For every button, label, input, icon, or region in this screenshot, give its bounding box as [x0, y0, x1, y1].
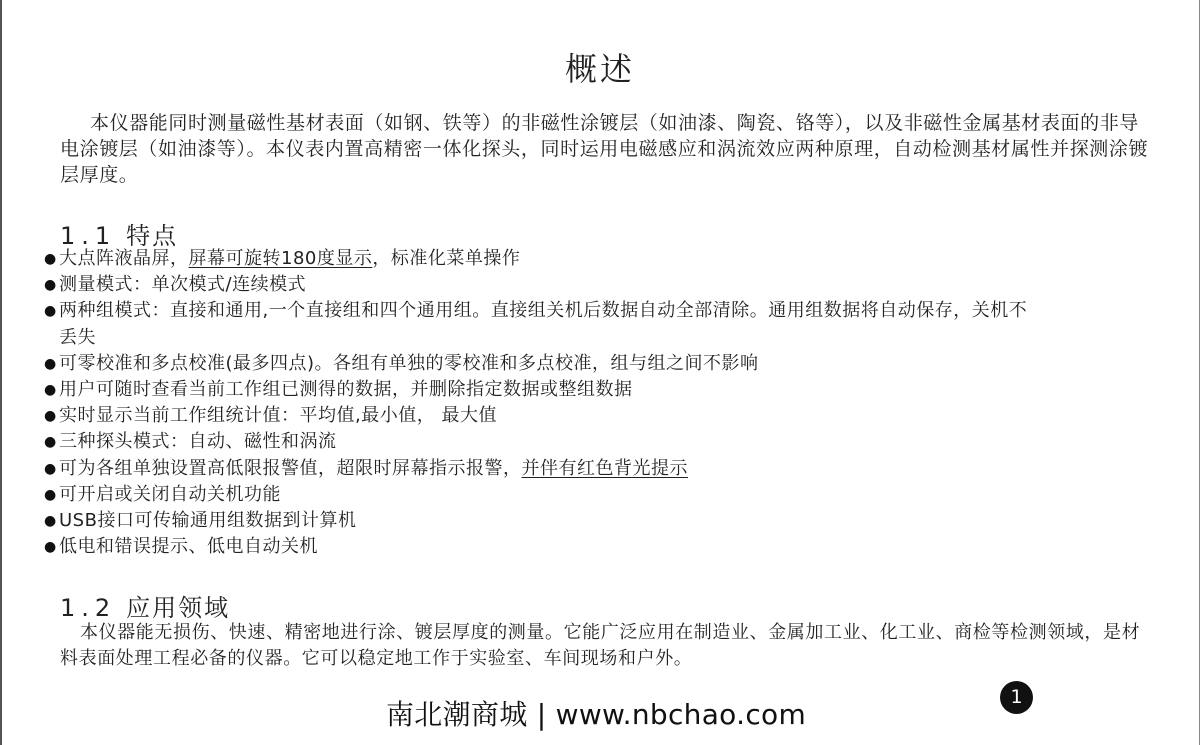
feature-text-underlined: 并伴有红色背光提示	[521, 457, 688, 479]
bullet-icon: ●	[44, 486, 57, 503]
feature-text: 三种探头模式：自动、磁性和涡流	[59, 431, 337, 453]
section-heading-applications	[60, 588, 230, 623]
feature-text-underlined: 屏幕可旋转180度显示	[188, 248, 373, 269]
intro-paragraph	[60, 110, 1150, 188]
feature-item	[44, 429, 1044, 455]
feature-text: 两种组模式：直接和通用,一个直接组和四个通用组。直接组关机后数据自动全部清除。通用组数据将自动保存，关机不丢失	[59, 300, 1028, 348]
feature-item	[44, 482, 1044, 508]
feature-text: 可为各组单独设置高低限报警值，超限时屏幕指示报警，	[59, 457, 522, 479]
feature-text: 大点阵液晶屏，	[59, 248, 189, 269]
feature-item	[44, 456, 1044, 482]
section-number: 1.2	[60, 594, 117, 622]
feature-text: 可开启或关闭自动关机功能	[59, 483, 281, 505]
page-number-badge: 1	[1000, 681, 1033, 714]
section-title: 特点	[126, 222, 179, 250]
features-list	[44, 246, 1044, 560]
applications-paragraph	[60, 620, 1150, 672]
feature-item	[44, 534, 1044, 560]
page-left-border	[0, 0, 2, 745]
section-title: 应用领域	[126, 594, 231, 622]
bullet-icon: ●	[44, 408, 57, 425]
bullet-icon: ●	[44, 434, 57, 451]
feature-item	[44, 298, 1044, 350]
bullet-icon: ●	[44, 277, 57, 294]
feature-item	[44, 508, 1044, 534]
feature-item	[44, 351, 1044, 377]
feature-text: 低电和错误提示、低电自动关机	[59, 536, 318, 558]
feature-text: 可零校准和多点校准(最多四点)。各组有单独的零校准和多点校准，组与组之间不影响	[59, 352, 759, 374]
bullet-icon: ●	[44, 355, 57, 372]
feature-text-suffix: ，标准化菜单操作	[372, 248, 521, 269]
feature-text: USB接口可传输通用组数据到计算机	[59, 510, 357, 532]
feature-text: 用户可随时查看当前工作组已测得的数据，并删除指定数据或整组数据	[59, 379, 633, 401]
feature-item	[44, 272, 1044, 298]
bullet-icon: ●	[44, 460, 57, 477]
page-title: 概述	[564, 50, 635, 88]
bullet-icon: ●	[44, 251, 57, 267]
applications-text: 本仪器能无损伤、快速、精密地进行涂、镀层厚度的测量。它能广泛应用在制造业、金属加工业、化工业、商检等检测领域，是材料表面处理工程必备的仪器。它可以稳定地工作于实验室、车间现场和户外。	[60, 622, 1141, 669]
feature-item	[44, 377, 1044, 403]
bullet-icon: ●	[44, 539, 57, 556]
footer-site-label: 南北潮商城 | www.nbchao.com	[386, 698, 807, 731]
bullet-icon: ●	[44, 513, 57, 530]
bullet-icon: ●	[44, 303, 57, 320]
bullet-icon: ●	[44, 382, 57, 399]
feature-text: 测量模式：单次模式/连续模式	[59, 274, 307, 296]
section-number: 1.1	[60, 222, 117, 250]
feature-item	[44, 403, 1044, 429]
intro-text: 本仪器能同时测量磁性基材表面（如钢、铁等）的非磁性涂镀层（如油漆、陶瓷、铬等），以及非磁性金属基材表面的非导电涂镀层（如油漆等）。本仪表内置高精密一体化探头，同时运用电磁感应和涡流效应两种原理，自动检测基材属性并探测涂镀层厚度。	[60, 112, 1149, 186]
feature-text: 实时显示当前工作组统计值：平均值,最小值， 最大值	[59, 405, 497, 427]
feature-item	[44, 246, 1044, 272]
